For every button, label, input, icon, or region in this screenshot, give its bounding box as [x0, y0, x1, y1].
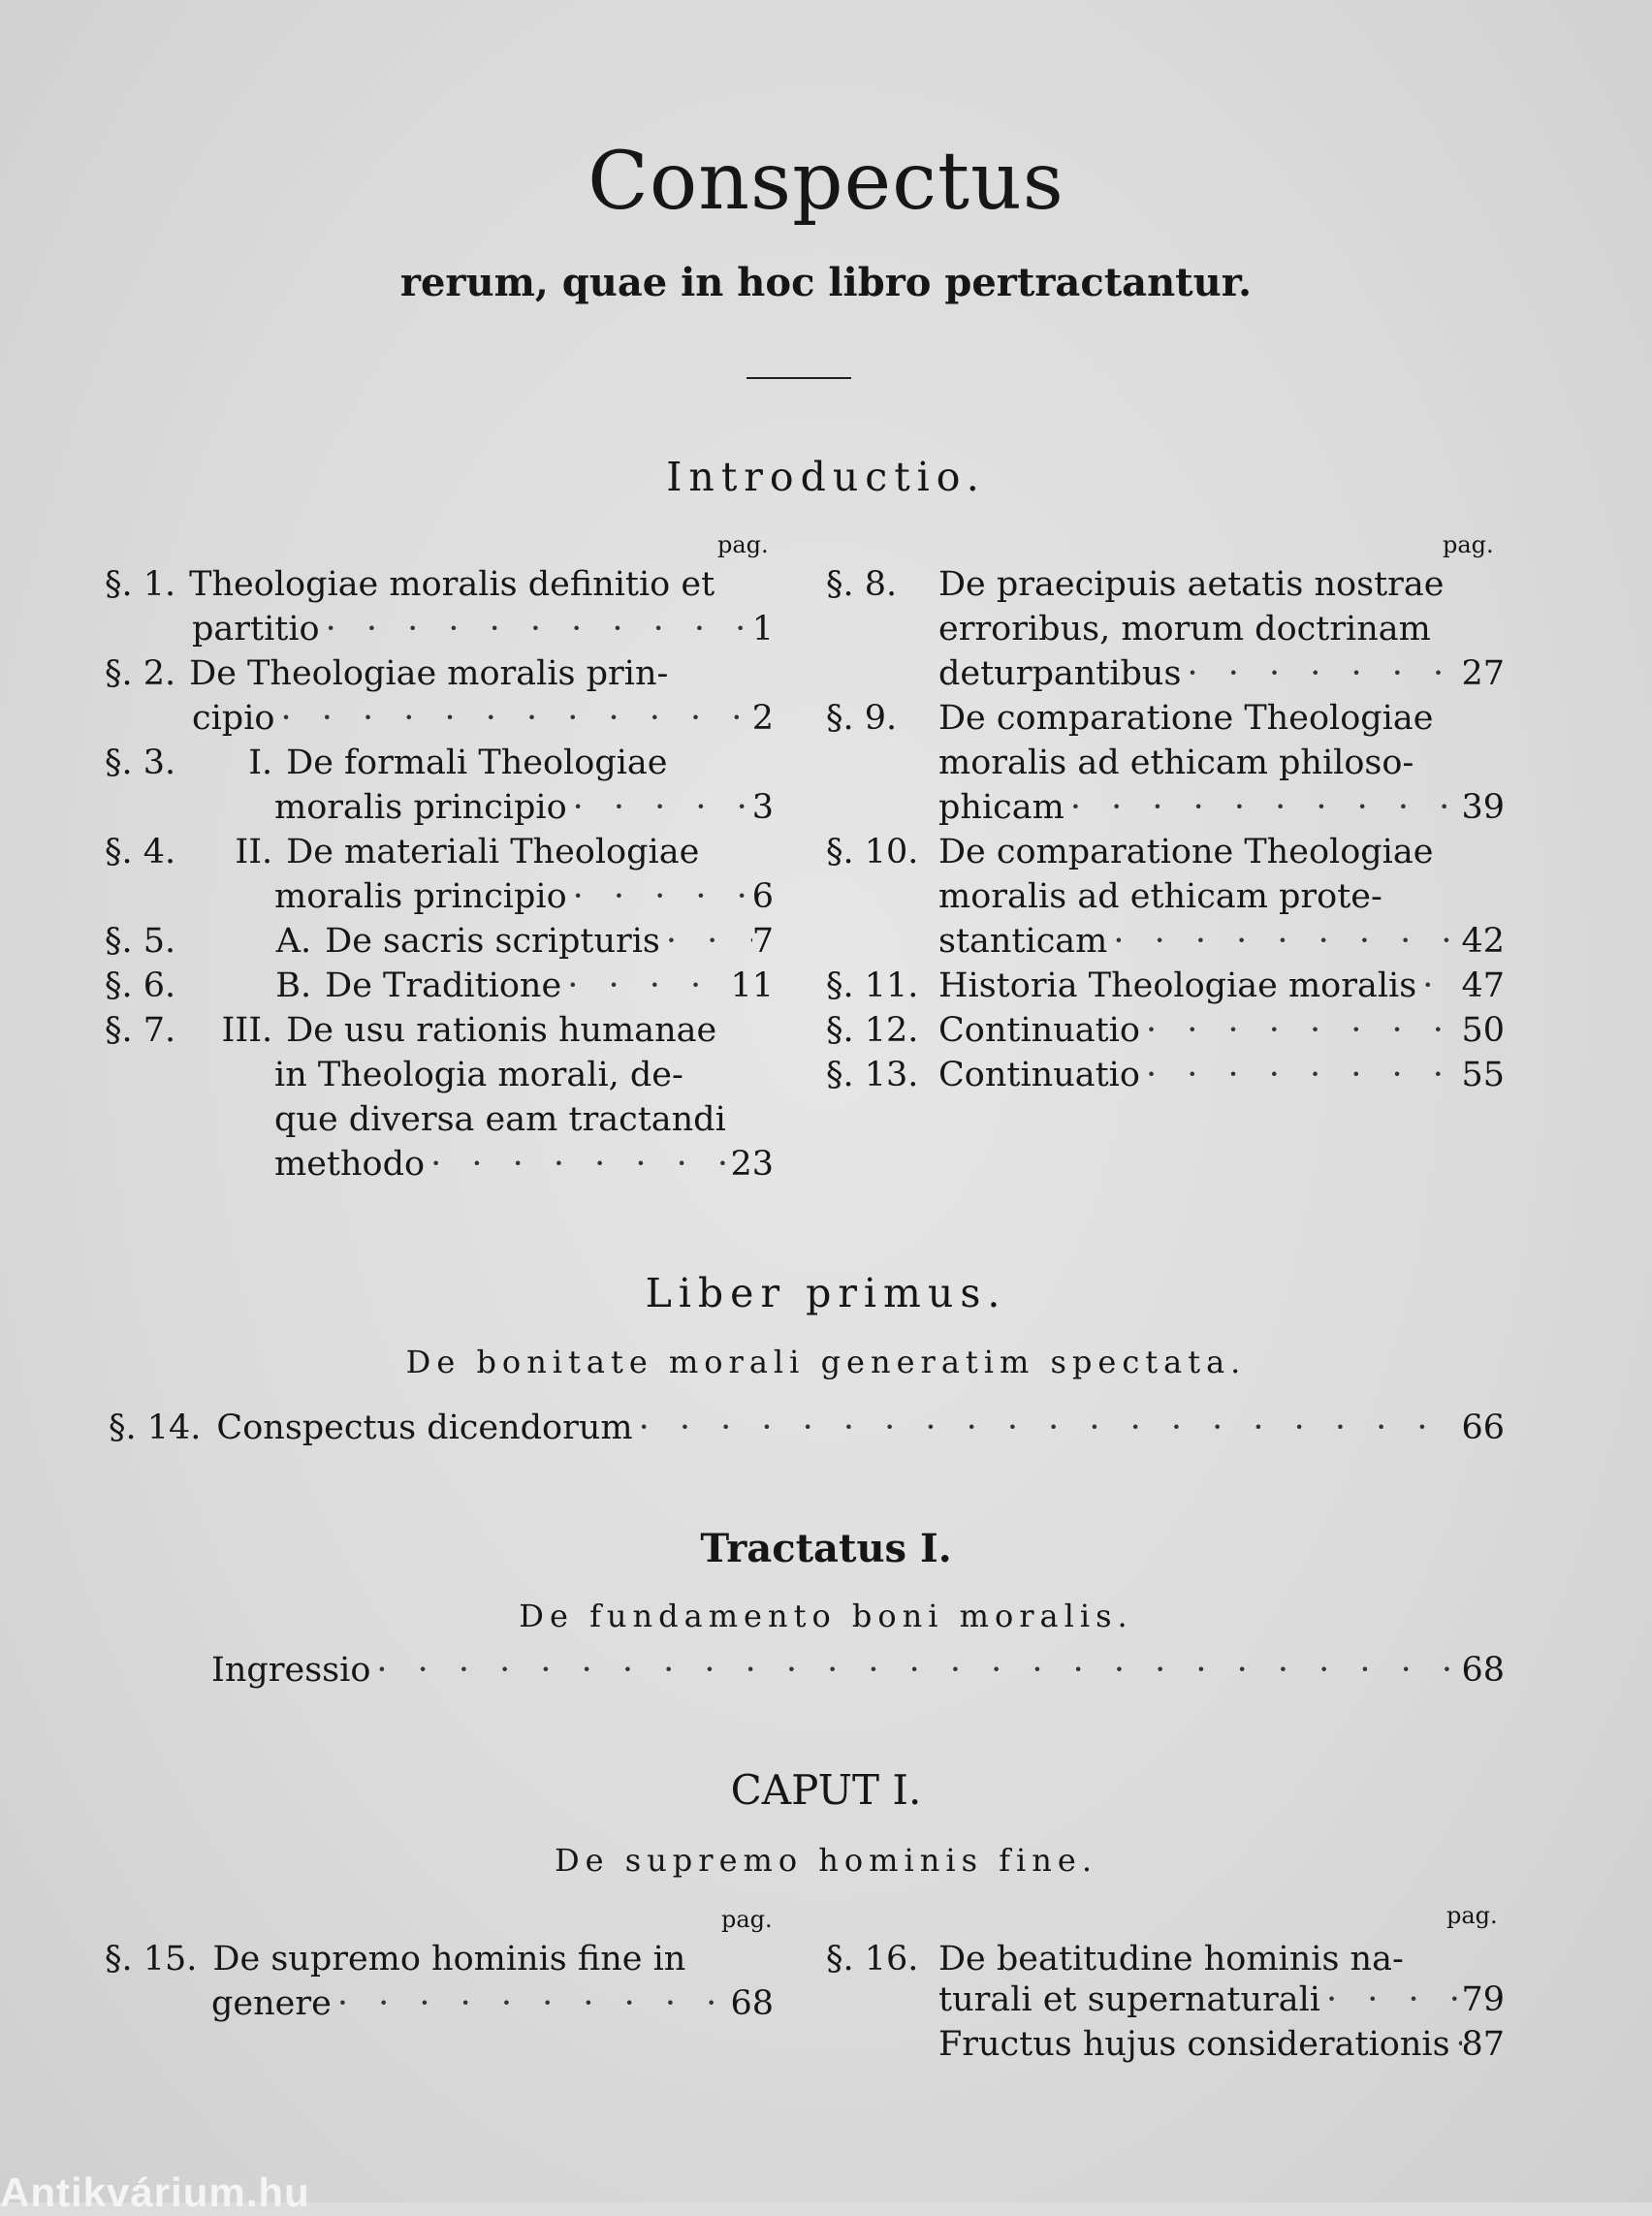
leader-dots: [1140, 1053, 1462, 1097]
entry-text: De Theologiae moralis prin-: [189, 654, 669, 693]
section-number: §. 12.: [826, 1011, 919, 1050]
entry-text: De comparatione Theologiae: [938, 833, 1434, 871]
section-number: §. 1.: [105, 565, 176, 604]
liber-heading: Liber primus.: [645, 1270, 1007, 1316]
entry-text: cipio: [192, 699, 275, 738]
toc-entry-16-cont: [938, 1978, 1505, 2022]
toc-entry-2-cont: [192, 696, 774, 741]
section-number: §. 6.: [105, 966, 176, 1005]
toc-entry-3-cont: [274, 785, 774, 830]
page-number: 50: [1461, 1011, 1505, 1050]
toc-entry-fructus[interactable]: [938, 2022, 1505, 2067]
leader-dots: [1140, 1008, 1462, 1053]
page-number: 11: [730, 966, 774, 1005]
page-number: 79: [1461, 1980, 1505, 2019]
entry-text: Historia Theologiae moralis: [938, 966, 1417, 1005]
section-number: §. 7.: [105, 1011, 176, 1050]
page-number: 1: [751, 610, 774, 649]
toc-entry-12[interactable]: [826, 1008, 1505, 1053]
toc-entry-1-cont: [192, 607, 774, 651]
entry-text: De usu rationis humanae: [286, 1011, 717, 1050]
liber-subheading: De bonitate morali generatim spectata.: [405, 1344, 1247, 1380]
roman-numeral: III.: [221, 1011, 273, 1050]
entry-text: De beatitudine hominis na-: [938, 1940, 1404, 1979]
leader-dots: [633, 1406, 1462, 1450]
pag-label-left: pag.: [721, 1906, 773, 1933]
section-number: §. 11.: [826, 966, 919, 1005]
section-number: §. 14.: [109, 1409, 202, 1447]
page-number: 66: [1461, 1409, 1505, 1447]
toc-entry-13[interactable]: [826, 1053, 1505, 1097]
entry-text: partitio: [192, 610, 320, 649]
leader-dots: [425, 1142, 730, 1187]
entry-text: genere: [211, 1984, 332, 2023]
leader-dots: [567, 874, 752, 919]
toc-entry-11[interactable]: [826, 964, 1505, 1008]
section-number: §. 10.: [826, 833, 919, 871]
leader-dots: [1450, 2022, 1462, 2067]
pag-label-right: pag.: [1446, 1902, 1498, 1929]
section-number: §. 8.: [826, 565, 898, 604]
leader-dots: [274, 696, 751, 741]
caput-heading: CAPUT I.: [730, 1766, 922, 1814]
leader-dots: [1181, 651, 1461, 696]
page-number: 7: [751, 922, 774, 961]
roman-numeral: I.: [248, 744, 273, 782]
toc-entry-2[interactable]: [105, 651, 774, 696]
page-number: 39: [1461, 788, 1505, 827]
page-number: 47: [1461, 966, 1505, 1005]
section-number: §. 4.: [105, 833, 176, 871]
pag-label-left: pag.: [717, 531, 769, 558]
entry-text: De praecipuis aetatis nostrae: [938, 565, 1445, 604]
leader-dots: [332, 1981, 731, 2026]
entry-text: Ingressio: [211, 1651, 371, 1690]
page-number: 27: [1461, 654, 1505, 693]
leader-dots: [660, 919, 752, 964]
toc-entry-15[interactable]: [105, 1937, 774, 1981]
entry-text: De formali Theologiae: [286, 744, 668, 782]
toc-entry-10-cont: [938, 874, 1505, 919]
letter-marker: B.: [275, 966, 312, 1005]
toc-entry-7-cont: [274, 1142, 774, 1187]
section-number: §. 3.: [105, 744, 176, 782]
toc-entry-15-cont: [211, 1981, 774, 2026]
toc-entry-7-cont: [274, 1097, 774, 1142]
page-number: 2: [751, 699, 774, 738]
page-subtitle: rerum, quae in hoc libro pertractantur.: [399, 260, 1253, 305]
toc-entry-3[interactable]: [105, 741, 774, 785]
page-number: 68: [1461, 1651, 1505, 1690]
entry-text: De materiali Theologiae: [286, 833, 700, 871]
toc-entry-10-cont: [938, 919, 1505, 964]
page-number: 23: [730, 1145, 774, 1184]
entry-text: erroribus, morum doctrinam: [938, 610, 1431, 649]
section-number: §. 15.: [105, 1940, 198, 1979]
leader-dots: [370, 1648, 1461, 1693]
section-number: §. 13.: [826, 1056, 919, 1094]
toc-entry-9-cont: [938, 741, 1505, 785]
entry-text: De supremo hominis fine in: [212, 1940, 686, 1979]
entry-text: stanticam: [938, 922, 1108, 961]
leader-dots: [1416, 964, 1461, 1008]
entry-text: deturpantibus: [938, 654, 1182, 693]
toc-entry-14[interactable]: [109, 1406, 1505, 1450]
toc-entry-7[interactable]: [105, 1008, 774, 1053]
entry-text: Conspectus dicendorum: [216, 1409, 633, 1447]
toc-entry-4-cont: [274, 874, 774, 919]
toc-entry-4[interactable]: [105, 830, 774, 874]
page-number: 3: [751, 788, 774, 827]
page-number: 55: [1461, 1056, 1505, 1094]
leader-dots: [320, 607, 752, 651]
toc-entry-10[interactable]: [826, 830, 1505, 874]
page-title: Conspectus: [588, 136, 1064, 228]
entry-text: methodo: [274, 1145, 426, 1184]
tractatus-heading: Tractatus I.: [700, 1526, 952, 1571]
toc-entry-8-cont: [938, 651, 1505, 696]
entry-text: De Traditione: [325, 966, 562, 1005]
leader-dots: [1064, 785, 1462, 830]
section-number: §. 5.: [105, 922, 176, 961]
toc-entry-1[interactable]: [105, 562, 774, 607]
entry-text: Continuatio: [938, 1056, 1140, 1094]
entry-text: Theologiae moralis definitio et: [189, 565, 715, 604]
leader-dots: [567, 785, 752, 830]
entry-text: moralis ad ethicam philoso-: [938, 744, 1414, 782]
entry-text: in Theologia morali, de-: [274, 1056, 683, 1094]
caput-subheading: De supremo hominis fine.: [555, 1842, 1097, 1879]
page-number: 68: [730, 1984, 774, 2023]
section-number: §. 9.: [826, 699, 898, 738]
page-number: 6: [751, 877, 774, 916]
entry-text: phicam: [938, 788, 1064, 827]
entry-text: turali et supernaturali: [938, 1980, 1320, 2019]
leader-dots: [1320, 1978, 1461, 2022]
entry-text: moralis ad ethicam prote-: [938, 877, 1382, 916]
letter-marker: A.: [275, 922, 312, 961]
leader-dots: [561, 964, 730, 1008]
section-number: §. 2.: [105, 654, 176, 693]
toc-entry-9-cont: [938, 785, 1505, 830]
toc-entry-8[interactable]: [826, 562, 1505, 607]
entry-text: moralis principio: [274, 877, 567, 916]
toc-entry-5[interactable]: [105, 919, 774, 964]
entry-text: que diversa eam tractandi: [274, 1100, 726, 1139]
entry-text: De sacris scripturis: [325, 922, 660, 961]
toc-entry-8-cont: [938, 607, 1505, 651]
toc-entry-6[interactable]: [105, 964, 774, 1008]
toc-entry-ingressio[interactable]: [211, 1648, 1505, 1693]
roman-numeral: II.: [235, 833, 273, 871]
watermark-text: Antikvárium.hu: [0, 2169, 310, 2215]
introductio-heading: Introductio.: [666, 454, 986, 500]
tractatus-subheading: De fundamento boni moralis.: [519, 1598, 1133, 1634]
entry-text: moralis principio: [274, 788, 567, 827]
pag-label-right: pag.: [1443, 531, 1494, 558]
section-number: §. 16.: [826, 1940, 919, 1979]
page-number: 42: [1461, 922, 1505, 961]
title-divider: [747, 377, 851, 379]
entry-text: Fructus hujus considerationis: [938, 2025, 1450, 2064]
leader-dots: [1107, 919, 1461, 964]
page-number: 87: [1461, 2025, 1506, 2064]
entry-text: De comparatione Theologiae: [938, 699, 1434, 738]
entry-text: Continuatio: [938, 1011, 1140, 1050]
toc-entry-7-cont: [274, 1053, 774, 1097]
toc-entry-16[interactable]: [826, 1937, 1505, 1981]
toc-entry-9[interactable]: [826, 696, 1505, 741]
